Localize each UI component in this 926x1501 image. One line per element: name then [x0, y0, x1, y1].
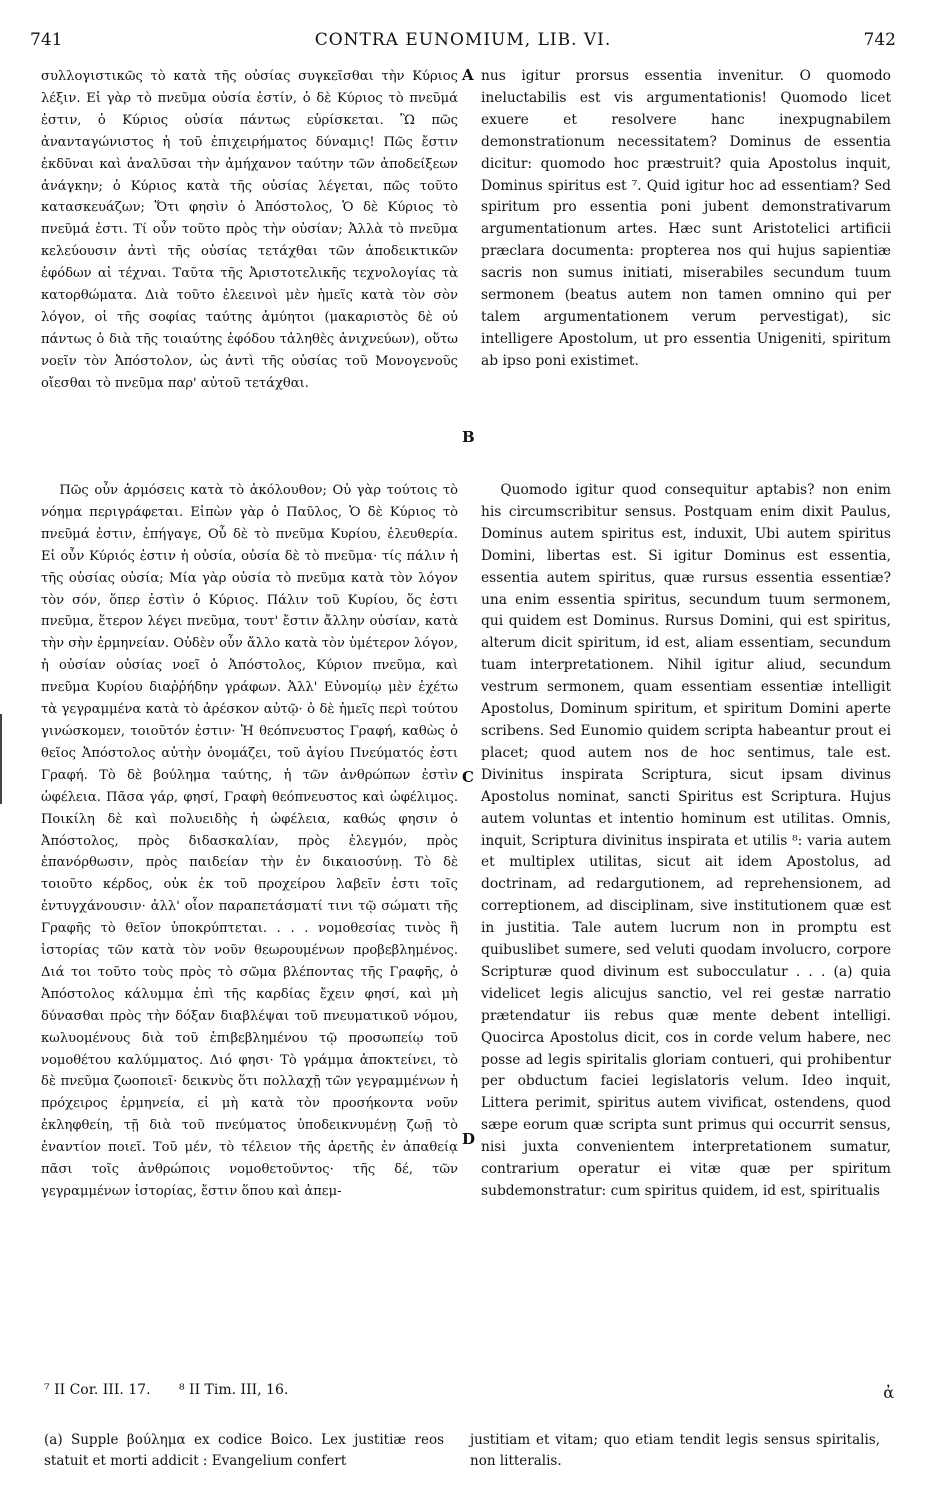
running-title: CONTRA EUNOMIUM, LIB. VI.	[314, 30, 612, 50]
page-number-left: 741	[30, 30, 63, 50]
scripture-notes	[44, 1382, 312, 1398]
latin-paragraph-2: Quomodo igitur quod consequitur aptabis? non enim his circumscribitur sensus. Postquam enim dixit Paulus, Dominus autem spiritus est, induxit, Ubi autem spiritus Domini, libertas est. Si igitur Dominus est essentia, essentia autem spiritus, quæ rursus essentia essentiæ? una enim essentia spiritus, secundum tuum sermonem, qui quidem est Dominus. Rursus Domini, qui est spiritus, alterum dicit spiritum, id est, aliam essentiam, secundum tuam interpretationem. Nihil igitur aliud, secundum vestrum sermonem, quam essentiam essentiæ intelligit Apostolus, Dominum spiritum, et spiritum Domini aperte scribens. Sed Eunomio quidem scripta habeantur prout ei placet; quod autem nos de hoc sentimus, tale est. Divinitus inspirata Scriptura, sicut ipsam divinus Apostolus nominat, sancti Spiritus est Scriptura. Hujus autem voluntas et intentio hominum est utilitas. Omnis, inquit, Scriptura divinitus inspirata et utilis ⁸: varia autem et multiplex utilitas, sicut ait idem Apostolus, ad doctrinam, ad redargutionem, ad reprehensionem, ad correptionem, ad disciplinam, sive institutionem quæ est in justitia. Tale autem lucrum non in promptu est quibuslibet sumere, sed veluti quodam involucro, corpore Scripturæ quod divinum est subocculatur . . . (a) quia videlicet legis alicujus sanctio, vel rei gestæ narratio prætendatur iis rebus quæ mente debent intelligi. Quocirca Apostolus dicit, cos in corde velum habere, nec posse ad legis spiritalis gloriam contueri, qui prohibentur per obductum faciei legislatoris velum. Ideo inquit, Littera perimit, spiritus autem vivificat, ostendens, quod sæpe eorum quæ scripta sunt primus qui occurrit sensus, nisi juxta convenientem interpretationem sumatur, contrarium operatur ei vitæ quæ per spiritum subdemonstratur: cum spiritus quidem, id est, spiritualis	[481, 482, 891, 1199]
note-7: ⁷ II Cor. III. 17.	[44, 1382, 151, 1398]
section-marker-d: D	[462, 1130, 476, 1148]
greek-paragraph-1: συλλογιστικῶς τὸ κατὰ τῆς οὐσίας συγκεῖσθαι τὴν Κύριος λέξιν. Εἰ γὰρ τὸ πνεῦμα οὐσία ἐστίν, ὁ δὲ Κύριος τὸ πνεῦμά ἐστιν, ὁ Κύριος οὐσία πάντως εὑρίσκεται. Ὢ πῶς ἀνανταγώνιστος ἡ τοῦ ἐπιχειρήματος δύναμις! Πῶς ἔστιν ἐκδῦναι καὶ ἀναλῦσαι τὴν ἀμήχανον ταύτην τῶν ἀποδείξεων ἀνάγκην; ὁ Κύριος κατὰ τῆς οὐσίας λέγεται, πῶς τοῦτο κατασκευάζων; Ὅτι φησὶν ὁ Ἀπόστολος, Ὁ δὲ Κύριος τὸ πνεῦμά ἐστι. Τί οὖν τοῦτο πρὸς τὴν οὐσίαν; Ἀλλὰ τὸ πνεῦμα κελεύουσιν ἀντὶ τῆς οὐσίας τετάχθαι τῶν ἀποδεικτικῶν ἐφόδων αἱ τέχναι. Ταῦτα τῆς Ἀριστοτελικῆς τεχνολογίας τὰ κατορθώματα. Διὰ τοῦτο ἐλεεινοὶ μὲν ἡμεῖς κατὰ τὸν σὸν λόγον, οἱ τῆς σοφίας ταύτης ἀμύητοι (μακαριστὸς δὲ οὐ πάντως ὁ διὰ τῆς τοιαύτης ἐφόδου τἀληθὲς ἀνιχνεύων), οὕτω νοεῖν τὸν Ἀπόστολον, ὡς ἀντὶ τῆς οὐσίας τοῦ Μονογενοῦς οἴεσθαι τὸ πνεῦμα παρ' αὐτοῦ τετάχθαι.	[41, 69, 458, 391]
footnote-right	[470, 1430, 880, 1472]
binding-edge-mark	[0, 714, 2, 804]
margin-mark: ἀ	[883, 1383, 894, 1402]
greek-column-bottom	[41, 480, 458, 1203]
section-marker-a: A	[462, 66, 474, 84]
footnote-right-text: justitiam et vitam; quo etiam tendit legis sensus spiritalis, non litteralis.	[470, 1432, 880, 1469]
latin-paragraph-1: nus igitur prorsus essentia invenitur. O quomodo ineluctabilis est vis argumentationis! Quomodo licet exuere et resolvere hanc inexpugnabilem demonstrationum necessitatem? Dominus de essentia dicitur: quomodo hoc præstruit? quia Apostolus inquit, Dominus spiritus est ⁷. Quid igitur hoc ad essentiam? Sed spiritum pro essentia poni jubent demonstrativarum argumentationum artes. Hæc sunt Aristotelici artificii præclara documenta: propterea nos qui hujus sapientiæ sacris non sumus initiati, miserabiles secundum tuum sermonem (beatus autem non tamen omnino qui per talem argumentationem verum pervestigat), sic intelligere Apostolum, ut pro essentia Unigeniti, spiritum ab ipso poni existimet.	[481, 68, 891, 369]
latin-column-top	[481, 66, 891, 373]
note-8: ⁸ II Tim. III, 16.	[178, 1382, 289, 1398]
latin-column-bottom	[481, 480, 891, 1203]
running-header	[30, 30, 896, 56]
footnote-left	[44, 1430, 444, 1472]
section-marker-b: B	[462, 428, 475, 446]
footnote-left-text: (a) Supple βούλημα ex codice Boico. Lex justitiæ reos statuit et morti addicit : Evangelium confert	[44, 1432, 444, 1469]
page-number-right: 742	[863, 30, 896, 50]
section-marker-c: C	[462, 768, 474, 786]
greek-column-top	[41, 66, 458, 395]
greek-paragraph-2: Πῶς οὖν ἁρμόσεις κατὰ τὸ ἀκόλουθον; Οὐ γὰρ τούτοις τὸ νόημα περιγράφεται. Εἰπὼν γὰρ ὁ Παῦλος, Ὁ δὲ Κύριος τὸ πνεῦμά ἐστιν, ἐπήγαγε, Οὗ δὲ τὸ πνεῦμα Κυρίου, ἐλευθερία. Εἰ οὖν Κύριός ἐστιν ἡ οὐσία, οὐσία δὲ τὸ πνεῦμα· τίς πάλιν ἡ τῆς οὐσίας οὐσία; Μία γὰρ οὐσία τὸ πνεῦμα κατὰ τὸν λόγον τὸν σόν, ὅπερ ἐστὶν ὁ Κύριος. Πάλιν τοῦ Κυρίου, ὅς ἐστι πνεῦμα, ἕτερον λέγει πνεῦμα, τουτ' ἔστιν ἄλλην οὐσίαν, κατὰ τὴν σὴν ἑρμηνείαν. Οὐδὲν οὖν ἄλλο κατὰ τὸν ὑμέτερον λόγον, ἡ οὐσίαν οὐσίας νοεῖ ὁ Ἀπόστολος, Κύριον πνεῦμα, καὶ πνεῦμα Κυρίου διαῤῥήδην γράφων. Ἀλλ' Εὐνομίῳ μὲν ἐχέτω τὰ γεγραμμένα κατὰ τὸ ἀρέσκον αὐτῷ· ὁ δὲ ἡμεῖς περὶ τούτου γινώσκομεν, τοιοῦτόν ἐστιν· Ἡ θεόπνευστος Γραφή, καθὼς ὁ θεῖος Ἀπόστολος αὐτὴν ὀνομάζει, τοῦ ἁγίου Πνεύματός ἐστι Γραφή. Τὸ δὲ βούλημα ταύτης, ἡ τῶν ἀνθρώπων ἐστὶν ὠφέλεια. Πᾶσα γάρ, φησί, Γραφὴ θεόπνευστος καὶ ὠφέλιμος. Ποικίλη δὲ καὶ πολυειδὴς ἡ ὠφέλεια, καθώς φησιν ὁ Ἀπόστολος, πρὸς διδασκαλίαν, πρὸς ἐλεγμόν, πρὸς ἐπανόρθωσιν, πρὸς παιδείαν τὴν ἐν δικαιοσύνῃ. Τὸ δὲ τοιοῦτο κέρδος, οὐκ ἐκ τοῦ προχείρου λαβεῖν ἐστι τοῖς ἐντυγχάνουσιν· ἀλλ' οἷον παραπετάσματί τινι τῷ σώματι τῆς Γραφῆς τὸ θεῖον ὑποκρύπτεται. . . . νομοθεσίας τινὸς ἢ ἱστορίας τῶν κατὰ τὸν νοῦν θεωρουμένων προβεβλημένος. Διά τοι τοῦτο τοὺς πρὸς τὸ σῶμα βλέποντας τῆς Γραφῆς, ὁ Ἀπόστολος κάλυμμα ἐπὶ τῆς καρδίας ἔχειν φησί, καὶ μὴ δύνασθαι πρὸς τὴν δόξαν διαβλέψαι τοῦ πνευματικοῦ νόμου, κωλυομένους διὰ τοῦ ἐπιβεβλημένου τῷ προσωπείῳ τοῦ νομοθέτου καλύμματος. Διό φησι· Τὸ γράμμα ἀποκτείνει, τὸ δὲ πνεῦμα ζωοποιεῖ· δεικνὺς ὅτι πολλαχῇ τῶν γεγραμμένων ἡ πρόχειρος ἑρμηνεία, εἰ μὴ κατὰ τὸν προσήκοντα νοῦν ἐκληφθείη, τῇ διὰ τοῦ πνεύματος ὑποδεικνυμένῃ ζωῇ τὸ ἐναντίον ποιεῖ. Τοῦ μέν, τὸ τέλειον τῆς ἀρετῆς ἐν ἀπαθείᾳ πᾶσι τοῖς ἀνθρώποις νομοθετοῦντος· τῆς δέ, τῶν γεγραμμένων ἱστορίας, ἔστιν ὅπου καὶ ἀπεμ-	[41, 483, 458, 1199]
